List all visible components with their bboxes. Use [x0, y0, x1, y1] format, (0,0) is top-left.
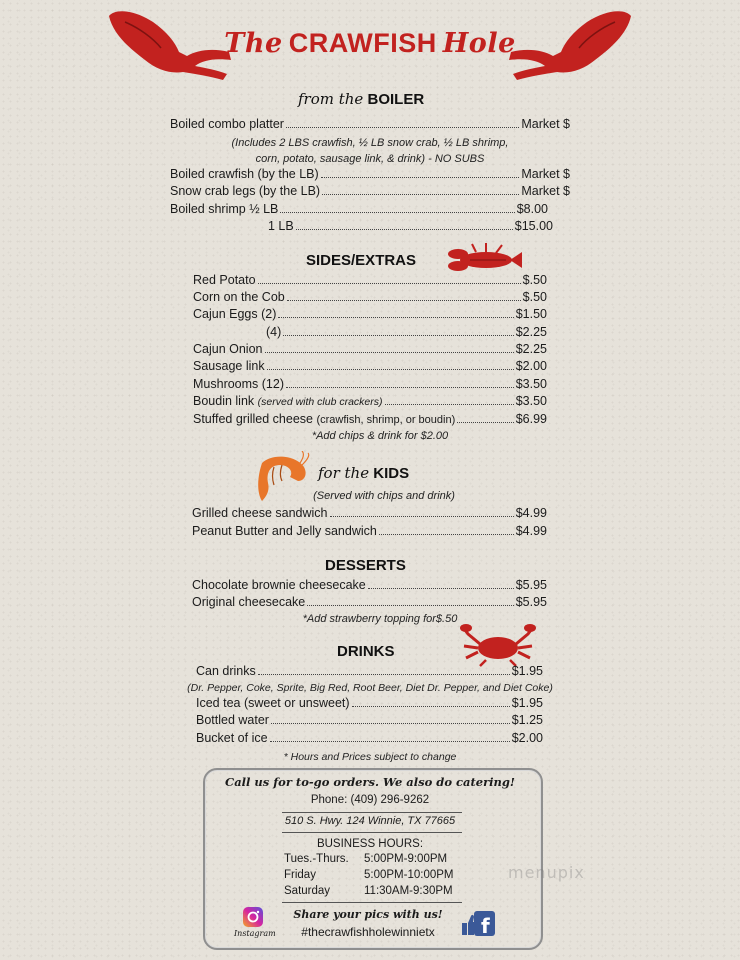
menu-item: Sausage link $2.00 [193, 359, 547, 373]
menu-item: Boiled crawfish (by the LB) Market $ [170, 167, 570, 181]
hours-day: Friday [284, 869, 316, 881]
title-the: The [224, 28, 283, 59]
chips-drink-note: *Add chips & drink for $2.00 [311, 430, 449, 442]
menu-item: Boiled combo platter Market $ [170, 117, 570, 131]
phone-number[interactable]: Phone: (409) 296-9262 [310, 794, 430, 806]
section-heading-desserts: DESSERTS [325, 557, 406, 574]
address: 510 S. Hwy. 124 Winnie, TX 77665 [284, 815, 456, 827]
strawberry-note: *Add strawberry topping for$.50 [302, 613, 458, 625]
menu-item: Can drinks $1.95 [196, 664, 543, 678]
menu-item: Cajun Eggs (2) $1.50 [193, 307, 547, 321]
business-hours-title: BUSINESS HOURS: [316, 838, 424, 850]
hashtag[interactable]: #thecrawfishholewinnietx [301, 925, 435, 939]
menu-item: Bottled water $1.25 [196, 713, 543, 727]
menu-item: (4) $2.25 [266, 325, 547, 339]
crawfish-icon [446, 240, 524, 276]
section-heading-sides: SIDES/EXTRAS [306, 252, 417, 269]
section-heading-drinks: DRINKS [337, 643, 395, 660]
menu-item: Mushrooms (12) $3.50 [193, 377, 547, 391]
can-drinks-note: (Dr. Pepper, Coke, Sprite, Big Red, Root Beer, Diet Dr. Pepper, and Diet Coke) [187, 682, 553, 694]
title-main: CRAWFISH [288, 28, 437, 58]
restaurant-title [0, 28, 740, 59]
menu-item: Boiled shrimp ½ LB $8.00 [170, 202, 548, 216]
section-heading-kids: for the KIDS [318, 464, 410, 482]
hours-time: 11:30AM-9:30PM [364, 885, 453, 897]
menu-item: Peanut Butter and Jelly sandwich $4.99 [192, 524, 547, 538]
menu-item: Bucket of ice $2.00 [196, 731, 543, 745]
menu-item: Snow crab legs (by the LB) Market $ [170, 184, 570, 198]
menu-item: Cajun Onion $2.25 [193, 342, 547, 356]
menu-item: Grilled cheese sandwich $4.99 [192, 506, 547, 520]
hours-time: 5:00PM-9:00PM [364, 853, 448, 865]
kids-subnote: (Served with chips and drink) [313, 490, 455, 502]
crab-icon [458, 622, 538, 668]
watermark: menupix [508, 863, 585, 882]
section-heading-boiler: from the BOILER [298, 90, 425, 108]
hours-day: Tues.-Thurs. [284, 853, 349, 865]
hours-prices-note: * Hours and Prices subject to change [283, 751, 457, 763]
title-hole: Hole [442, 28, 516, 59]
share-line: Share your pics with us! [293, 908, 443, 921]
combo-note-line-2: corn, potato, sausage link, & drink) - NO SUBS [255, 153, 485, 165]
hours-time: 5:00PM-10:00PM [364, 869, 454, 881]
combo-note-line-1: (Includes 2 LBS crawfish, ½ LB snow crab, ½ LB shrimp, [231, 137, 509, 149]
menu-item: Stuffed grilled cheese (crawfish, shrimp, or boudin) $6.99 [193, 412, 547, 426]
menu-item: 1 LB $15.00 [268, 219, 553, 233]
call-line: Call us for to-go orders. We also do catering! [225, 775, 515, 789]
menu-item: Chocolate brownie cheesecake $5.95 [192, 578, 547, 592]
menu-item: Corn on the Cob $.50 [193, 290, 547, 304]
divider [282, 902, 462, 903]
menu-item: Iced tea (sweet or unsweet) $1.95 [196, 696, 543, 710]
divider [282, 812, 462, 813]
svg-text:f: f [481, 914, 490, 938]
hours-day: Saturday [284, 885, 331, 897]
facebook-like-icon[interactable] [460, 910, 496, 938]
menu-item: Boudin link (served with club crackers) $3.50 [193, 394, 547, 408]
divider [282, 832, 462, 833]
menu-item: Red Potato $.50 [193, 273, 547, 287]
instagram-label: Instagram [234, 929, 276, 938]
menu-item: Original cheesecake $5.95 [192, 595, 547, 609]
